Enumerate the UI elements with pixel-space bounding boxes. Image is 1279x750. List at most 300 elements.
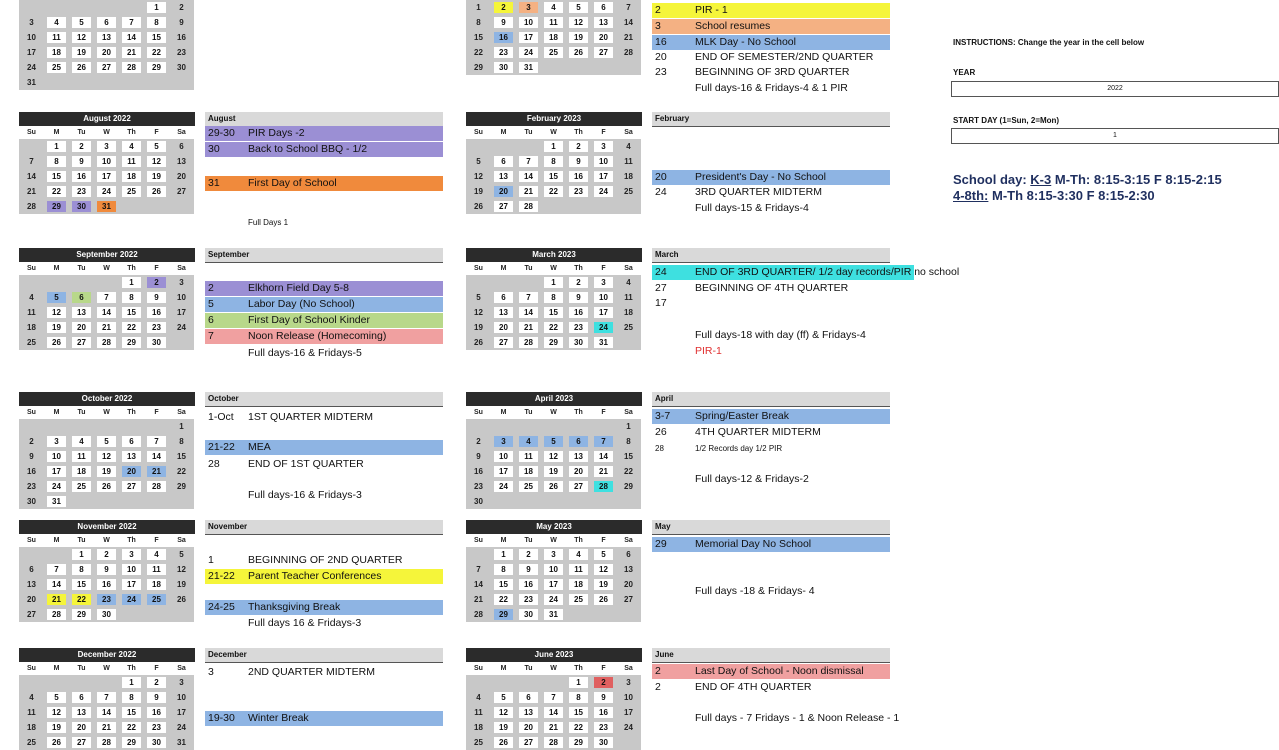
day-cell: 28 <box>97 737 116 748</box>
day-cell: 6 <box>179 142 184 151</box>
day-cell: 31 <box>519 62 538 73</box>
day-cell: 24 <box>177 323 186 332</box>
weekday-label: Tu <box>77 265 86 272</box>
day-cell: 1 <box>122 677 141 688</box>
empty-cell <box>97 677 116 688</box>
day-cell: 28 <box>544 737 563 748</box>
day-cell: 5 <box>544 436 563 447</box>
day-cell: 5 <box>476 157 481 166</box>
weekday-label: F <box>154 665 159 672</box>
day-cell: 17 <box>594 307 613 318</box>
event-row <box>205 569 443 584</box>
day-cell: 4 <box>147 549 166 560</box>
day-cell: 7 <box>626 3 631 12</box>
empty-cell <box>47 677 66 688</box>
weekday-header <box>466 262 642 275</box>
weekday-label: F <box>154 409 159 416</box>
day-cell: 28 <box>594 481 613 492</box>
empty-cell <box>22 141 41 152</box>
day-cell: 29 <box>494 609 513 620</box>
day-cell: 18 <box>474 723 483 732</box>
day-cell: 12 <box>47 307 66 318</box>
empty-cell <box>469 677 488 688</box>
weekday-label: M <box>500 665 507 672</box>
day-cell: 30 <box>72 201 91 212</box>
weekday-header <box>19 126 195 139</box>
empty-cell <box>47 549 66 560</box>
day-cell: 25 <box>47 62 66 73</box>
day-cell: 22 <box>72 594 91 605</box>
day-cell: 16 <box>474 467 483 476</box>
event-section-title: October <box>205 392 443 407</box>
weekday-label: M <box>53 409 60 416</box>
day-cell: 17 <box>494 466 513 477</box>
events-oct <box>205 392 443 522</box>
day-cell: 19 <box>72 47 91 58</box>
weekday-header <box>19 262 195 275</box>
day-cell: 23 <box>97 594 116 605</box>
empty-cell <box>47 421 66 432</box>
day-cell: 26 <box>474 202 483 211</box>
event-date: 20 <box>655 171 667 183</box>
event-date: 19-30 <box>208 712 235 724</box>
day-cell: 2 <box>519 549 538 560</box>
day-cell: 2 <box>72 141 91 152</box>
day-cell: 29 <box>177 482 186 491</box>
day-cell: 30 <box>569 337 588 348</box>
event-text: MLK Day - No School <box>695 36 796 48</box>
month-grid <box>466 675 641 750</box>
day-cell: 17 <box>544 579 563 590</box>
day-cell: 26 <box>97 481 116 492</box>
event-row <box>205 440 443 455</box>
events-aug <box>205 112 443 242</box>
day-cell: 19 <box>544 466 563 477</box>
day-cell: 14 <box>147 451 166 462</box>
day-cell: 5 <box>594 549 613 560</box>
event-row <box>652 344 890 359</box>
month-title: April 2023 <box>466 392 642 406</box>
empty-cell <box>72 2 91 13</box>
day-cell: 5 <box>47 292 66 303</box>
event-text: BEGINNING OF 3RD QUARTER <box>695 66 850 78</box>
weekday-label: F <box>154 537 159 544</box>
day-cell: 17 <box>624 708 633 717</box>
day-cell: 30 <box>594 737 613 748</box>
weekday-header <box>466 534 642 547</box>
day-cell: 9 <box>594 692 613 703</box>
day-cell: 6 <box>626 550 631 559</box>
day-cell: 15 <box>569 707 588 718</box>
weekday-label: W <box>103 129 110 136</box>
day-cell: 26 <box>474 338 483 347</box>
event-date: 29-30 <box>208 127 235 139</box>
event-row <box>205 126 443 141</box>
event-date: 23 <box>655 66 667 78</box>
day-cell: 30 <box>97 609 116 620</box>
month-grid <box>19 139 194 214</box>
day-cell: 12 <box>544 451 563 462</box>
day-cell: 8 <box>72 564 91 575</box>
day-cell: 11 <box>624 157 633 166</box>
day-cell: 6 <box>97 17 116 28</box>
day-cell: 18 <box>544 32 563 43</box>
event-row <box>205 329 443 344</box>
day-cell: 27 <box>72 737 91 748</box>
day-cell: 3 <box>179 678 184 687</box>
day-cell: 27 <box>624 595 633 604</box>
day-cell: 7 <box>544 692 563 703</box>
day-cell: 11 <box>474 708 483 717</box>
day-cell: 4 <box>626 278 631 287</box>
day-cell: 6 <box>519 692 538 703</box>
day-cell: 25 <box>624 187 633 196</box>
weekday-label: Su <box>474 537 483 544</box>
day-cell: 10 <box>97 156 116 167</box>
event-text: Thanksgiving Break <box>248 601 341 613</box>
day-cell: 6 <box>594 2 613 13</box>
day-cell: 27 <box>97 62 116 73</box>
empty-cell <box>544 677 563 688</box>
empty-cell <box>122 2 141 13</box>
day-cell: 14 <box>594 451 613 462</box>
weekday-label: F <box>601 265 606 272</box>
day-cell: 10 <box>494 451 513 462</box>
day-cell: 26 <box>177 595 186 604</box>
day-cell: 25 <box>122 186 141 197</box>
day-cell: 8 <box>569 692 588 703</box>
weekday-label: Th <box>574 409 583 416</box>
event-text: Winter Break <box>248 712 309 724</box>
day-cell: 30 <box>147 337 166 348</box>
day-cell: 28 <box>122 62 141 73</box>
event-text: 3RD QUARTER MIDTERM <box>695 186 822 198</box>
event-row <box>652 35 890 50</box>
day-cell: 1 <box>544 141 563 152</box>
month-grid <box>19 275 194 350</box>
event-row <box>652 472 890 487</box>
day-cell: 2 <box>494 2 513 13</box>
weekday-label: F <box>601 665 606 672</box>
event-date: 27 <box>655 282 667 294</box>
day-cell: 10 <box>544 564 563 575</box>
day-cell: 16 <box>72 171 91 182</box>
event-date: 2 <box>655 4 661 16</box>
day-cell: 6 <box>494 156 513 167</box>
day-cell: 1 <box>626 422 631 431</box>
day-cell: 17 <box>594 171 613 182</box>
day-cell: 15 <box>147 32 166 43</box>
month-nov22 <box>19 520 195 622</box>
weekday-label: Th <box>574 265 583 272</box>
day-cell: 3 <box>519 2 538 13</box>
day-cell: 1 <box>179 422 184 431</box>
month-title: February 2023 <box>466 112 642 126</box>
month-grid <box>466 139 641 214</box>
weekday-label: M <box>500 537 507 544</box>
event-row <box>205 457 443 472</box>
event-row <box>652 265 960 280</box>
day-cell: 17 <box>27 48 36 57</box>
event-row <box>205 215 443 230</box>
day-cell: 25 <box>72 481 91 492</box>
month-title: October 2022 <box>19 392 195 406</box>
day-cell: 2 <box>147 277 166 288</box>
day-cell: 15 <box>47 171 66 182</box>
day-cell: 25 <box>27 738 36 747</box>
empty-cell <box>469 141 488 152</box>
day-cell: 29 <box>474 63 483 72</box>
day-cell: 1 <box>494 549 513 560</box>
day-cell: 5 <box>179 550 184 559</box>
day-cell: 18 <box>624 172 633 181</box>
event-row <box>205 297 443 312</box>
day-cell: 12 <box>569 17 588 28</box>
events-apr <box>652 392 890 522</box>
day-cell: 1 <box>476 3 481 12</box>
day-cell: 3 <box>494 436 513 447</box>
event-row <box>652 441 890 456</box>
month-title: June 2023 <box>466 648 642 662</box>
day-cell: 6 <box>72 292 91 303</box>
day-cell: 15 <box>122 707 141 718</box>
event-text: BEGINNING OF 4TH QUARTER <box>695 282 849 294</box>
weekday-label: W <box>103 665 110 672</box>
event-text: Full days-15 & Fridays-4 <box>695 202 809 214</box>
day-cell: 30 <box>519 609 538 620</box>
day-cell: 24 <box>27 63 36 72</box>
day-cell: 11 <box>569 564 588 575</box>
day-cell: 23 <box>177 48 186 57</box>
weekday-label: Th <box>127 537 136 544</box>
day-cell: 21 <box>474 595 483 604</box>
month-grid <box>19 0 194 90</box>
event-row <box>652 185 890 200</box>
day-cell: 28 <box>519 201 538 212</box>
day-cell: 28 <box>147 481 166 492</box>
weekday-header <box>19 662 195 675</box>
day-cell: 23 <box>594 722 613 733</box>
day-cell: 1 <box>544 277 563 288</box>
event-text: Noon Release (Homecoming) <box>248 330 387 342</box>
month-sep22 <box>19 248 195 350</box>
day-cell: 5 <box>47 692 66 703</box>
weekday-header <box>466 126 642 139</box>
day-cell: 17 <box>122 579 141 590</box>
day-cell: 12 <box>97 451 116 462</box>
start-day-input[interactable]: 1 <box>951 128 1279 144</box>
weekday-label: Th <box>574 129 583 136</box>
event-date: 3-7 <box>655 410 671 422</box>
day-cell: 1 <box>147 2 166 13</box>
day-cell: 8 <box>122 692 141 703</box>
day-cell: 9 <box>147 292 166 303</box>
day-cell: 10 <box>47 451 66 462</box>
empty-cell <box>122 421 141 432</box>
day-cell: 25 <box>147 594 166 605</box>
day-cell: 13 <box>569 451 588 462</box>
year-input[interactable]: 2022 <box>951 81 1279 97</box>
event-date: 31 <box>208 177 220 189</box>
day-cell: 21 <box>544 722 563 733</box>
day-cell: 8 <box>147 17 166 28</box>
day-cell: 19 <box>97 466 116 477</box>
event-text: 1/2 Records day 1/2 PIR <box>695 444 783 453</box>
day-cell: 25 <box>519 481 538 492</box>
weekday-label: Su <box>474 409 483 416</box>
day-cell: 4 <box>29 693 34 702</box>
day-cell: 12 <box>474 308 483 317</box>
event-date: 1-Oct <box>208 411 234 423</box>
day-cell: 19 <box>494 722 513 733</box>
event-row <box>652 296 890 311</box>
day-cell: 26 <box>47 737 66 748</box>
empty-cell <box>594 421 613 432</box>
day-cell: 1 <box>47 141 66 152</box>
day-cell: 23 <box>519 594 538 605</box>
event-row <box>205 346 443 361</box>
day-cell: 19 <box>569 32 588 43</box>
event-date: 17 <box>655 297 667 309</box>
day-cell: 27 <box>122 481 141 492</box>
month-grid <box>19 419 194 509</box>
day-cell: 18 <box>27 723 36 732</box>
day-cell: 14 <box>519 307 538 318</box>
day-cell: 23 <box>147 322 166 333</box>
day-cell: 18 <box>624 308 633 317</box>
event-date: 21-22 <box>208 570 235 582</box>
day-cell: 19 <box>47 722 66 733</box>
event-date: 30 <box>208 143 220 155</box>
weekday-label: Sa <box>177 537 186 544</box>
day-cell: 20 <box>494 186 513 197</box>
event-section-title: February <box>652 112 890 127</box>
event-text: Elkhorn Field Day 5-8 <box>248 282 349 294</box>
day-cell: 4 <box>29 293 34 302</box>
day-cell: 12 <box>47 707 66 718</box>
day-cell: 9 <box>29 452 34 461</box>
day-cell: 19 <box>47 322 66 333</box>
empty-cell <box>494 677 513 688</box>
weekday-label: Tu <box>524 665 533 672</box>
weekday-label: Su <box>474 265 483 272</box>
day-cell: 13 <box>494 307 513 318</box>
events-jan <box>652 0 890 110</box>
event-date: 16 <box>655 36 667 48</box>
event-text: Back to School BBQ - 1/2 <box>248 143 368 155</box>
event-text: Full days-16 & Fridays-5 <box>248 347 362 359</box>
day-cell: 22 <box>122 722 141 733</box>
day-cell: 5 <box>72 17 91 28</box>
day-cell: 27 <box>177 187 186 196</box>
day-cell: 12 <box>494 707 513 718</box>
day-cell: 11 <box>27 708 36 717</box>
event-row <box>652 584 890 599</box>
empty-cell <box>22 677 41 688</box>
day-cell: 13 <box>594 17 613 28</box>
weekday-label: Th <box>127 409 136 416</box>
day-cell: 24 <box>594 322 613 333</box>
day-cell: 11 <box>47 32 66 43</box>
day-cell: 6 <box>122 436 141 447</box>
day-cell: 22 <box>624 467 633 476</box>
day-cell: 24 <box>122 594 141 605</box>
day-cell: 23 <box>147 722 166 733</box>
day-cell: 12 <box>147 156 166 167</box>
day-cell: 25 <box>27 338 36 347</box>
empty-cell <box>97 2 116 13</box>
day-cell: 31 <box>594 337 613 348</box>
day-cell: 8 <box>476 18 481 27</box>
empty-cell <box>72 421 91 432</box>
weekday-label: Su <box>27 265 36 272</box>
day-cell: 15 <box>494 579 513 590</box>
day-cell: 7 <box>122 17 141 28</box>
day-cell: 24 <box>624 723 633 732</box>
day-cell: 4 <box>519 436 538 447</box>
weekday-label: M <box>500 129 507 136</box>
day-cell: 31 <box>47 496 66 507</box>
day-cell: 27 <box>569 481 588 492</box>
day-cell: 17 <box>47 466 66 477</box>
day-cell: 22 <box>474 48 483 57</box>
weekday-label: Sa <box>177 409 186 416</box>
day-cell: 8 <box>544 292 563 303</box>
events-nov <box>205 520 443 650</box>
day-cell: 23 <box>72 186 91 197</box>
weekday-label: F <box>601 409 606 416</box>
weekday-label: W <box>103 409 110 416</box>
day-cell: 1 <box>569 677 588 688</box>
day-cell: 12 <box>474 172 483 181</box>
day-cell: 22 <box>177 467 186 476</box>
weekday-label: M <box>53 129 60 136</box>
day-cell: 30 <box>177 63 186 72</box>
day-cell: 9 <box>147 692 166 703</box>
empty-cell <box>494 277 513 288</box>
day-cell: 26 <box>72 62 91 73</box>
day-cell: 5 <box>494 692 513 703</box>
day-cell: 20 <box>519 722 538 733</box>
day-cell: 23 <box>27 482 36 491</box>
weekday-label: W <box>550 665 557 672</box>
day-cell: 16 <box>147 707 166 718</box>
day-cell: 1 <box>122 277 141 288</box>
event-date: 3 <box>208 666 214 678</box>
day-cell: 2 <box>476 437 481 446</box>
empty-cell <box>519 141 538 152</box>
event-section-title: September <box>205 248 443 263</box>
schedule-line-k3: School day: K-3 M-Th: 8:15-3:15 F 8:15-2:15 <box>953 172 1222 187</box>
day-cell: 15 <box>544 307 563 318</box>
event-text: Full days 16 & Fridays-3 <box>248 617 362 629</box>
weekday-label: F <box>154 265 159 272</box>
day-cell: 7 <box>29 157 34 166</box>
empty-cell <box>519 677 538 688</box>
empty-cell <box>469 549 488 560</box>
weekday-label: Su <box>27 537 36 544</box>
day-cell: 25 <box>624 323 633 332</box>
event-text: END OF SEMESTER/2ND QUARTER <box>695 51 874 63</box>
event-row <box>652 537 890 552</box>
day-cell: 14 <box>47 579 66 590</box>
event-row <box>652 409 890 424</box>
day-cell: 26 <box>147 186 166 197</box>
weekday-label: F <box>601 129 606 136</box>
day-cell: 26 <box>494 737 513 748</box>
event-text: Parent Teacher Conferences <box>248 570 382 582</box>
event-text: Last Day of School - Noon dismissal <box>695 665 864 677</box>
